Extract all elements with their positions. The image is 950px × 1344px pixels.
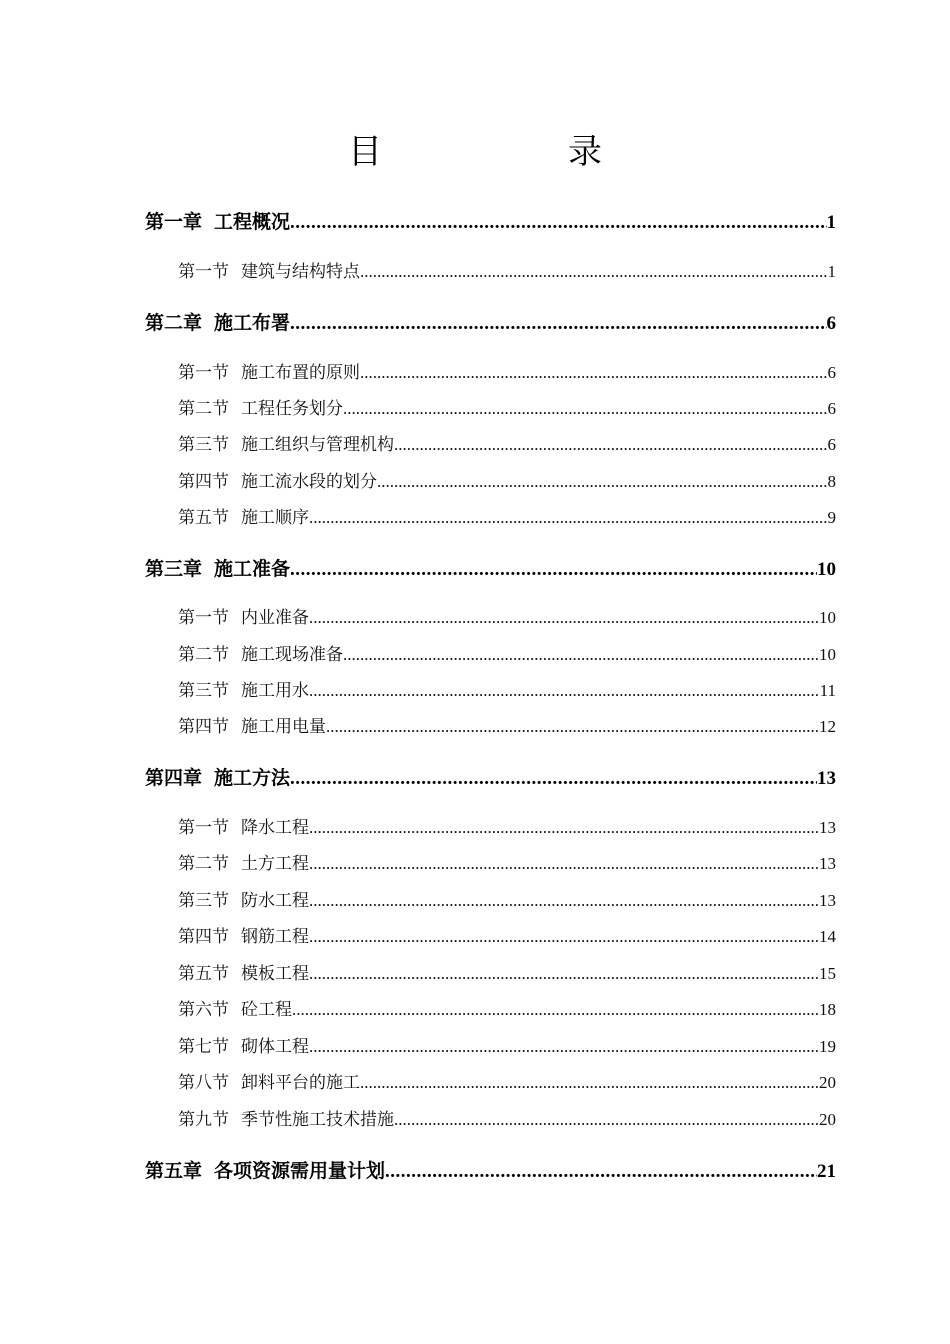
toc-entry-number: 第一章 — [145, 211, 203, 233]
toc-page-number: 13 — [819, 854, 836, 873]
toc-entry-number: 第二节 — [178, 645, 229, 665]
toc-page-number: 6 — [827, 435, 836, 454]
toc-entry-text: 施工准备 — [214, 558, 291, 580]
toc-entry-number: 第三章 — [145, 558, 203, 580]
toc-entry-number: 第九节 — [178, 1110, 229, 1130]
toc-entry-label — [178, 814, 309, 842]
toc-entry-number: 第四节 — [178, 717, 229, 737]
toc-entry-label — [178, 468, 377, 496]
toc-dot-leader — [309, 677, 820, 705]
toc-dot-leader — [360, 258, 828, 286]
toc-entry-number: 第四节 — [178, 472, 229, 492]
toc-dot-leader — [309, 887, 819, 915]
toc-entry-label — [178, 923, 309, 951]
toc-dot-leader — [360, 359, 828, 387]
toc-entry-number: 第五节 — [178, 964, 229, 984]
toc-entry-text: 施工布置的原则 — [241, 363, 360, 383]
toc-page-number: 19 — [819, 1037, 836, 1056]
toc-entry-text: 降水工程 — [241, 818, 309, 838]
toc-dot-leader — [309, 1033, 819, 1061]
toc-dot-leader — [290, 208, 826, 238]
toc-entry-label — [145, 308, 290, 338]
toc-entry-text: 施工组织与管理机构 — [241, 435, 394, 455]
toc-entry-number: 第五节 — [178, 508, 229, 528]
toc-entry-label — [145, 207, 290, 237]
toc-entry-text: 施工用水 — [241, 681, 309, 701]
toc-page-number: 1 — [827, 262, 836, 281]
toc-entry-text: 施工布署 — [214, 312, 291, 334]
toc-dot-leader — [290, 555, 817, 585]
toc-entry-number: 第四章 — [145, 767, 203, 789]
toc-section-entry[interactable] — [178, 258, 836, 286]
toc-section-entry[interactable] — [178, 713, 836, 741]
toc-entry-text: 钢筋工程 — [241, 927, 309, 947]
toc-section-entry[interactable] — [178, 395, 836, 423]
toc-entry-number: 第一节 — [178, 262, 229, 282]
toc-entry-text: 砼工程 — [241, 1000, 292, 1020]
toc-page-number: 21 — [817, 1161, 836, 1182]
toc-chapter-entry[interactable] — [145, 554, 836, 584]
toc-entry-label — [178, 359, 360, 387]
toc-chapter-entry[interactable] — [145, 1156, 836, 1186]
toc-entry-label — [178, 395, 343, 423]
toc-page-number: 15 — [819, 964, 836, 983]
toc-page-number: 10 — [817, 559, 836, 580]
toc-dot-leader — [292, 996, 819, 1024]
toc-entry-label — [178, 960, 309, 988]
toc-section-entry[interactable] — [178, 960, 836, 988]
toc-entry-number: 第三节 — [178, 891, 229, 911]
toc-entry-number: 第一节 — [178, 818, 229, 838]
toc-page-number: 10 — [819, 645, 836, 664]
toc-entry-text: 卸料平台的施工 — [241, 1073, 360, 1093]
toc-entry-label — [178, 677, 309, 705]
toc-chapter-entry[interactable] — [145, 308, 836, 338]
toc-entry-number: 第一节 — [178, 608, 229, 628]
toc-dot-leader — [309, 923, 819, 951]
toc-dot-leader — [290, 309, 826, 339]
toc-section-entry[interactable] — [178, 1033, 836, 1061]
toc-entry-text: 防水工程 — [241, 891, 309, 911]
toc-page-number: 20 — [819, 1110, 836, 1129]
toc-section-entry[interactable] — [178, 996, 836, 1024]
toc-entry-text: 模板工程 — [241, 964, 309, 984]
toc-entry-label — [178, 604, 309, 632]
toc-entry-number: 第三节 — [178, 681, 229, 701]
toc-page-number: 1 — [826, 212, 836, 233]
toc-entry-text: 内业准备 — [241, 608, 309, 628]
toc-entry-text: 施工方法 — [214, 767, 291, 789]
toc-dot-leader — [309, 850, 819, 878]
toc-page-number: 18 — [819, 1000, 836, 1019]
toc-page-number: 14 — [819, 927, 836, 946]
toc-entry-text: 土方工程 — [241, 854, 309, 874]
toc-dot-leader — [385, 1157, 817, 1187]
toc-page-number: 13 — [817, 768, 836, 789]
toc-section-entry[interactable] — [178, 431, 836, 459]
toc-entry-label — [145, 554, 290, 584]
toc-entry-number: 第二节 — [178, 854, 229, 874]
toc-section-entry[interactable] — [178, 677, 836, 705]
toc-dot-leader — [343, 641, 819, 669]
toc-entry-label — [178, 504, 309, 532]
toc-section-entry[interactable] — [178, 1069, 836, 1097]
toc-entry-number: 第四节 — [178, 927, 229, 947]
toc-entry-label — [178, 850, 309, 878]
toc-dot-leader — [360, 1069, 819, 1097]
toc-entry-number: 第七节 — [178, 1037, 229, 1057]
toc-section-entry[interactable] — [178, 504, 836, 532]
toc-section-entry[interactable] — [178, 887, 836, 915]
toc-section-entry[interactable] — [178, 1106, 836, 1134]
toc-page-number: 11 — [819, 681, 836, 700]
toc-entry-text: 施工流水段的划分 — [241, 472, 377, 492]
toc-section-entry[interactable] — [178, 814, 836, 842]
toc-page-number: 9 — [827, 508, 836, 527]
toc-entry-label — [178, 431, 394, 459]
toc-entry-text: 工程概况 — [214, 211, 291, 233]
toc-entry-text: 季节性施工技术措施 — [241, 1110, 394, 1130]
toc-dot-leader — [326, 713, 819, 741]
toc-dot-leader — [377, 468, 828, 496]
toc-chapter-entry[interactable] — [145, 763, 836, 793]
toc-entry-label — [178, 1069, 360, 1097]
toc-entry-number: 第五章 — [145, 1160, 203, 1182]
toc-entry-label — [178, 1106, 394, 1134]
toc-title: 目 录 — [348, 132, 678, 172]
toc-dot-leader — [309, 960, 819, 988]
toc-entry-text: 施工顺序 — [241, 508, 309, 528]
toc-section-entry[interactable] — [178, 468, 836, 496]
toc-dot-leader — [309, 504, 828, 532]
toc-dot-leader — [290, 764, 817, 794]
toc-entry-label — [178, 258, 360, 286]
toc-page-number: 6 — [826, 313, 836, 334]
toc-entry-label — [178, 996, 292, 1024]
toc-entry-text: 施工现场准备 — [241, 645, 343, 665]
toc-entry-label — [178, 641, 343, 669]
toc-entry-label — [145, 1156, 385, 1186]
toc-dot-leader — [309, 814, 819, 842]
toc-entry-number: 第二章 — [145, 312, 203, 334]
toc-section-entry[interactable] — [178, 850, 836, 878]
toc-entry-number: 第六节 — [178, 1000, 229, 1020]
toc-entry-number: 第一节 — [178, 363, 229, 383]
toc-dot-leader — [343, 395, 828, 423]
toc-section-entry[interactable] — [178, 641, 836, 669]
toc-page-number: 10 — [819, 608, 836, 627]
toc-section-entry[interactable] — [178, 604, 836, 632]
toc-page-number: 12 — [819, 717, 836, 736]
toc-entry-number: 第二节 — [178, 399, 229, 419]
toc-dot-leader — [394, 1106, 819, 1134]
toc-entry-text: 各项资源需用量计划 — [214, 1160, 386, 1182]
toc-page-number: 20 — [819, 1073, 836, 1092]
toc-entry-number: 第三节 — [178, 435, 229, 455]
toc-page-number: 13 — [819, 891, 836, 910]
toc-section-entry[interactable] — [178, 359, 836, 387]
toc-page-number: 6 — [827, 399, 836, 418]
toc-page-number: 13 — [819, 818, 836, 837]
toc-entry-number: 第八节 — [178, 1073, 229, 1093]
toc-page-number: 8 — [827, 472, 836, 491]
toc-entry-label — [178, 713, 326, 741]
toc-chapter-entry[interactable] — [145, 207, 836, 237]
toc-section-entry[interactable] — [178, 923, 836, 951]
toc-entry-text: 施工用电量 — [241, 717, 326, 737]
toc-entry-label — [178, 887, 309, 915]
toc-entry-text: 工程任务划分 — [241, 399, 343, 419]
toc-entry-text: 砌体工程 — [241, 1037, 309, 1057]
toc-dot-leader — [394, 431, 828, 459]
toc-dot-leader — [309, 604, 819, 632]
toc-entry-text: 建筑与结构特点 — [241, 262, 360, 282]
toc-entry-label — [178, 1033, 309, 1061]
toc-page-number: 6 — [827, 363, 836, 382]
toc-entry-label — [145, 763, 290, 793]
